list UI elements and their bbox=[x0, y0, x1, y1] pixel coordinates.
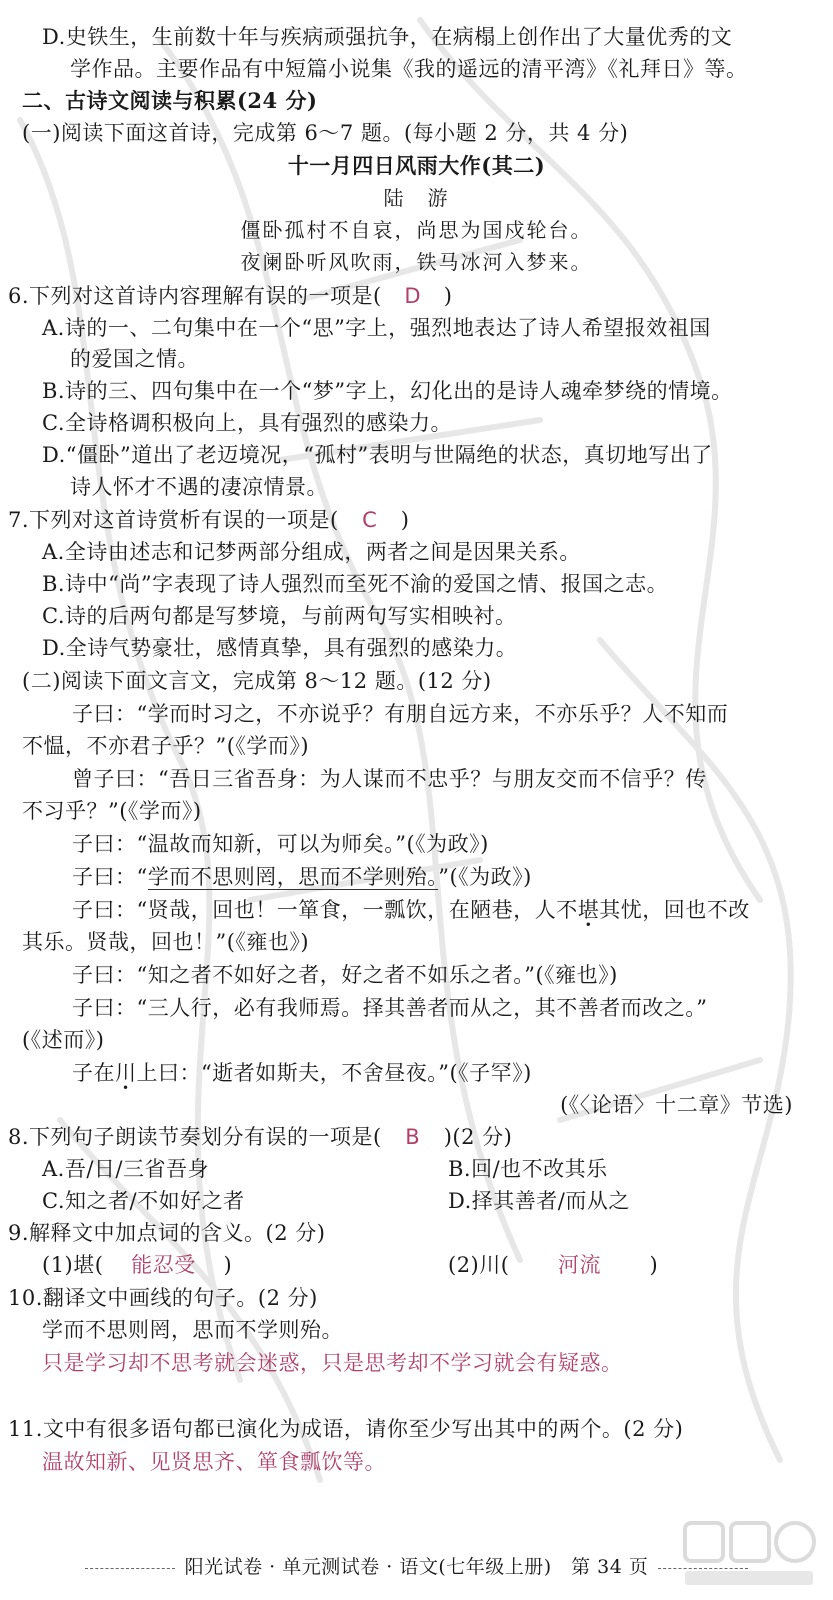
question-9: 9.解释文中加点词的含义。(2 分) bbox=[8, 1221, 326, 1245]
question-10: 10.翻译文中画线的句子。(2 分) bbox=[8, 1286, 318, 1310]
q7-option-b: B.诗中“尚”字表现了诗人强烈而至死不渝的爱国之情、报国之志。 bbox=[42, 572, 669, 596]
text-4-prefix: 子曰：“ bbox=[72, 865, 148, 889]
text-3: 子曰：“温故而知新，可以为师矣。”(《为政》) bbox=[72, 832, 489, 856]
q7-option-a: A.全诗由述志和记梦两部分组成，两者之间是因果关系。 bbox=[42, 540, 581, 564]
text-1-line-2: 不愠，不亦君子乎？”(《学而》) bbox=[22, 734, 310, 758]
text-7-line-1: 子曰：“三人行，必有我师焉。择其善者而从之，其不善者而改之。” bbox=[72, 996, 708, 1020]
q6-option-b: B.诗的三、四句集中在一个“梦”字上，幻化出的是诗人魂牵梦绕的情境。 bbox=[42, 379, 733, 403]
footer-dash-left bbox=[85, 1568, 175, 1569]
question-6-stem: 6.下列对这首诗内容理解有误的一项是( bbox=[8, 284, 382, 308]
option-d-line-2: 学作品。主要作品有中短篇小说集《我的遥远的清平湾》《礼拜日》等。 bbox=[70, 57, 748, 81]
q6-option-d-line-1: D.“僵卧”道出了老迈境况，“孤村”表明与世隔绝的状态，真切地写出了 bbox=[42, 443, 713, 467]
text-8-prefix: 子在 bbox=[72, 1061, 115, 1085]
question-8-tail: )(2 分) bbox=[443, 1125, 513, 1149]
q9-item-2 bbox=[448, 1250, 658, 1280]
poem-author: 陆 游 bbox=[383, 186, 450, 210]
text-1-line-1: 子曰：“学而时习之，不亦说乎？有朋自远方来，不亦乐乎？人不知而 bbox=[72, 702, 729, 726]
q7-option-d: D.全诗气势豪壮，感情真挚，具有强烈的感染力。 bbox=[42, 636, 518, 660]
q8-option-b: B.回/也不改其乐 bbox=[448, 1157, 608, 1181]
text-5-line-2: 其乐。贤哉，回也！”(《雍也》) bbox=[22, 930, 310, 954]
q8-option-c: C.知之者/不如好之者 bbox=[42, 1189, 245, 1213]
question-7 bbox=[8, 505, 409, 535]
q9-item-1 bbox=[42, 1250, 232, 1280]
text-2-line-2: 不习乎？”(《学而》) bbox=[22, 799, 202, 823]
text-7-line-2: (《述而》) bbox=[22, 1028, 105, 1052]
subsection-1-heading: (一)阅读下面这首诗，完成第 6～7 题。(每小题 2 分，共 4 分) bbox=[22, 121, 629, 145]
text-4 bbox=[72, 862, 532, 892]
subsection-2-heading: (二)阅读下面文言文，完成第 8～12 题。(12 分) bbox=[22, 669, 492, 693]
q9-item-2-label: (2)川( bbox=[448, 1253, 510, 1277]
q9-item-2-paren: ) bbox=[649, 1253, 659, 1277]
question-7-answer: C bbox=[362, 508, 378, 532]
section-2-heading: 二、古诗文阅读与积累(24 分) bbox=[22, 88, 318, 113]
q7-option-c: C.诗的后两句都是写梦境，与前两句写实相映衬。 bbox=[42, 604, 517, 628]
q6-option-a-line-1: A.诗的一、二句集中在一个“思”字上，强烈地表达了诗人希望报效祖国 bbox=[42, 316, 711, 340]
q6-option-d-line-2: 诗人怀才不遇的凄凉情景。 bbox=[70, 475, 328, 499]
question-7-stem: 7.下列对这首诗赏析有误的一项是( bbox=[8, 508, 339, 532]
question-7-paren: ) bbox=[400, 508, 410, 532]
q8-option-a: A.吾/日/三省吾身 bbox=[42, 1157, 209, 1181]
dotted-word-kan: 堪 bbox=[577, 898, 600, 922]
q10-sentence: 学而不思则罔，思而不学则殆。 bbox=[42, 1318, 343, 1342]
q6-option-a-line-2: 的爱国之情。 bbox=[70, 347, 199, 371]
text-source: (《〈论语〉十二章》节选) bbox=[560, 1093, 793, 1117]
q9-item-1-label: (1)堪( bbox=[42, 1253, 104, 1277]
text-6: 子曰：“知之者不如好之者，好之者不如乐之者。”(《雍也》) bbox=[72, 963, 618, 987]
option-d-line-1: D.史铁生，生前数十年与疾病顽强抗争，在病榻上创作出了大量优秀的文 bbox=[42, 25, 733, 49]
q10-answer: 只是学习却不思考就会迷惑，只是思考却不学习就会有疑惑。 bbox=[42, 1351, 623, 1375]
poem-title: 十一月四日风雨大作(其二) bbox=[287, 153, 546, 178]
question-6-paren: ) bbox=[443, 284, 453, 308]
question-8-stem: 8.下列句子朗读节奏划分有误的一项是( bbox=[8, 1125, 382, 1149]
question-11: 11.文中有很多语句都已演化为成语，请你至少写出其中的两个。(2 分) bbox=[8, 1417, 684, 1441]
corner-logo-mark bbox=[679, 1515, 819, 1593]
q9-item-2-answer: 河流 bbox=[557, 1253, 601, 1277]
poem-line-1: 僵卧孤村不自哀，尚思为国戍轮台。 bbox=[240, 218, 593, 242]
question-6-answer: D bbox=[404, 284, 422, 308]
underlined-sentence: 学而不思则罔，思而不学则殆。 bbox=[147, 865, 439, 889]
text-5-suffix: 其忧，回也不改 bbox=[599, 898, 750, 922]
dotted-word-chuan: 川 bbox=[115, 1061, 137, 1085]
q8-option-d: D.择其善者/而从之 bbox=[448, 1189, 630, 1213]
text-8-suffix: 上曰：“逝者如斯夫，不舍昼夜。”(《子罕》) bbox=[136, 1061, 532, 1085]
q9-item-1-answer: 能忍受 bbox=[131, 1253, 196, 1277]
question-8-answer: B bbox=[405, 1125, 421, 1149]
text-8 bbox=[72, 1058, 532, 1088]
text-5-line-1 bbox=[72, 895, 750, 925]
poem-line-2: 夜阑卧听风吹雨，铁马冰河入梦来。 bbox=[240, 250, 593, 274]
q9-item-1-paren: ) bbox=[223, 1253, 233, 1277]
question-6 bbox=[8, 281, 452, 311]
footer-text: 阳光试卷 · 单元测试卷 · 语文(七年级上册) 第 34 页 bbox=[184, 1556, 649, 1578]
text-2-line-1: 曾子曰：“吾日三省吾身：为人谋而不忠乎？与朋友交而不信乎？传 bbox=[72, 767, 707, 791]
text-4-suffix: ”(《为政》) bbox=[438, 865, 532, 889]
text-5-prefix: 子曰：“贤哉，回也！一箪食，一瓢饮，在陋巷，人不 bbox=[72, 898, 578, 922]
q6-option-c: C.全诗格调积极向上，具有强烈的感染力。 bbox=[42, 411, 452, 435]
q11-answer: 温故知新、见贤思齐、箪食瓢饮等。 bbox=[42, 1450, 386, 1474]
question-8 bbox=[8, 1122, 512, 1152]
